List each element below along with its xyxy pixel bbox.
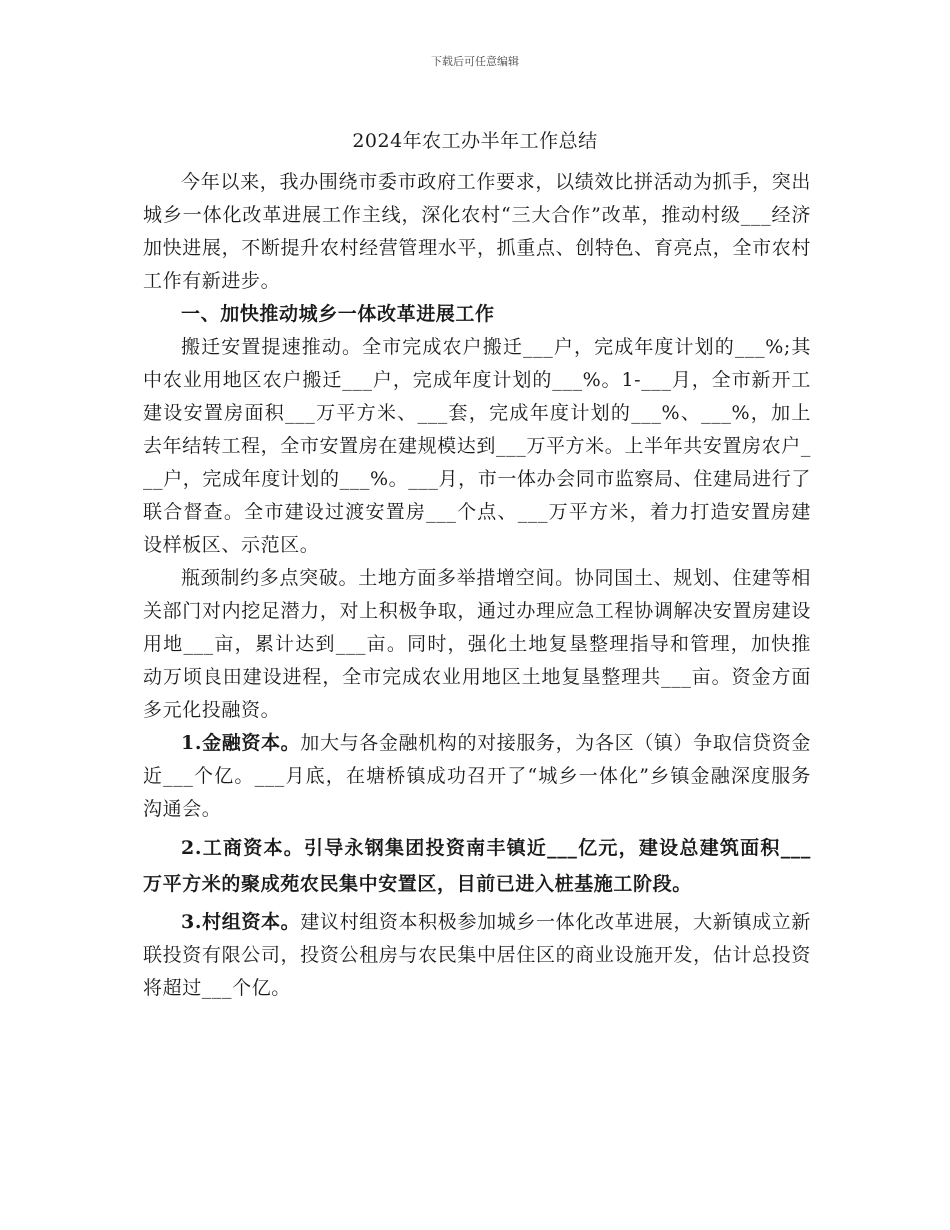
document-title: 2024年农工办半年工作总结 — [352, 130, 598, 152]
paragraph-relocation: 搬迁安置提速推动。全市完成农户搬迁___户，完成年度计划的___%;其中农业用地区农户搬迁___户，完成年度计划的___%。1-___月，全市新开工建设安置房面积___万平方米、___套，完成年度计划的___%、___%，加上去年结转工程，全市安置房在建规模达到___万平方米。上半年共安置房农户___户，完成年度计划的___%。___月，市一体办会同市监察局、住建局进行了联合督查。全市建设过渡安置房___个点、___万平方米，着力打造安置房建设样板区、示范区。 — [143, 336, 811, 556]
list-item-village-label: 3.村组资本。 — [181, 911, 301, 933]
list-item-finance — [143, 727, 811, 826]
list-item-finance-label: 1.金融资本。 — [181, 732, 301, 754]
list-item-village-text: 建议村组资本积极参加城乡一体化改革进展，大新镇成立新联投资有限公司，投资公租房与农民集中居住区的商业设施开发，估计总投资将超过___个亿。 — [143, 911, 811, 999]
paragraph-bottleneck: 瓶颈制约多点突破。土地方面多举措增空间。协同国土、规划、住建等相关部门对内挖足潜力，对上积极争取，通过办理应急工程协调解决安置房建设用地___亩，累计达到___亩。同时，强化土地复垦整理指导和管理，加快推动万顷良田建设进程，全市完成农业用地区土地复垦整理共___亩。资金方面多元化投融资。 — [143, 567, 811, 721]
list-item-industrial: 2.工商资本。引导永钢集团投资南丰镇近___亿元，建设总建筑面积___万平方米的聚成苑农民集中安置区，目前已进入桩基施工阶段。 — [143, 837, 811, 895]
page-header-note: 下载后可任意编辑 — [431, 55, 519, 68]
list-item-village — [143, 906, 811, 1005]
list-item-finance-text: 加大与各金融机构的对接服务，为各区（镇）争取信贷资金近___个亿。___月底，在塘桥镇成功召开了“城乡一体化”乡镇金融深度服务沟通会。 — [143, 732, 811, 820]
section-heading-1: 一、加快推动城乡一体改革进展工作 — [181, 303, 495, 325]
paragraph-intro: 今年以来，我办围绕市委市政府工作要求，以绩效比拼活动为抓手，突出城乡一体化改革进展工作主线，深化农村“三大合作”改革，推动村级___经济加快进展，不断提升农村经营管理水平，抓重点、创特色、育亮点，全市农村工作有新进步。 — [143, 171, 811, 292]
document-body — [143, 166, 811, 1005]
